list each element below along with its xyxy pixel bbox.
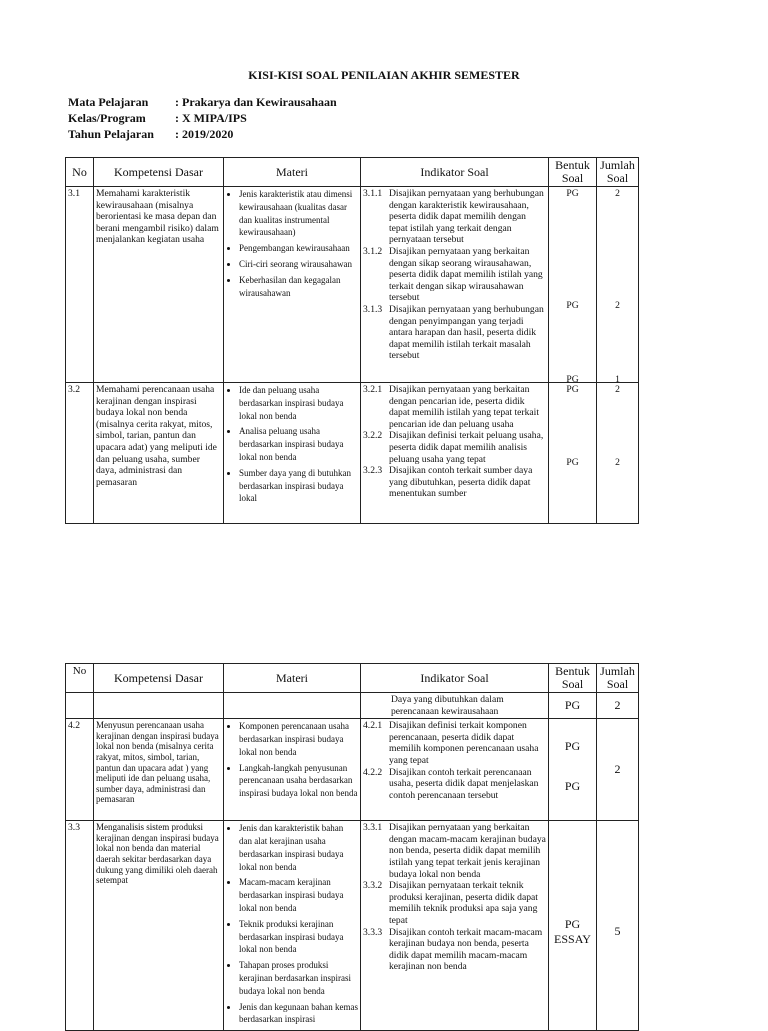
row-materi xyxy=(224,383,361,524)
indikator-text: Disajikan definisi terkait peluang usaha, peserta didik dapat memilih analisis peluang usaha yang tepat xyxy=(389,430,544,465)
indikator-number: 3.3.2 xyxy=(363,880,383,892)
materi-item: • Teknik produksi kerajinan berdasarkan inspirasi budaya lokal non benda xyxy=(239,918,358,956)
indikator-text: Disajikan contoh terkait sumber daya yang dibutuhkan, peserta didik dapat menentukan sumber xyxy=(389,465,533,500)
row-jumlah: 2 xyxy=(597,693,639,719)
materi-item: • Sumber daya yang di butuhkan berdasarkan inspirasi budaya lokal xyxy=(239,467,358,505)
meta-value: : X MIPA/IPS xyxy=(175,111,247,125)
table-row xyxy=(66,719,639,821)
indikator-text: Disajikan pernyataan terkait teknik produksi kerajinan, peserta didik dapat memilih teknik produksi apa saja yang tepat xyxy=(389,880,538,926)
materi-item: • Jenis karakteristik atau dimensi kewirausahaan (kualitas dasar dan kualitas instrumental kewirausahaan) xyxy=(239,188,358,239)
bentuk-value: ESSAY xyxy=(554,932,591,947)
row-kd: Memahami karakteristik kewirausahaan (misalnya berorientasi ke masa depan dan berani mengambil risiko) dalam menjalankan kegiatan usaha xyxy=(94,187,224,383)
header-materi: Materi xyxy=(224,158,361,187)
row-jumlah xyxy=(597,383,639,524)
meta-label: Kelas/Program xyxy=(68,111,146,125)
indikator-number: 3.1.3 xyxy=(363,303,383,315)
indikator-item xyxy=(363,384,546,430)
materi-item: • Ciri-ciri seorang wirausahawan xyxy=(239,258,358,271)
materi-item: • Komponen perencanaan usaha berdasarkan inspirasi budaya lokal non benda xyxy=(239,720,358,758)
indikator-number: 3.1.2 xyxy=(363,245,383,257)
indikator-number: 3.2.2 xyxy=(363,430,383,442)
indikator-item xyxy=(363,246,546,304)
indikator-text: Disajikan contoh terkait macam-macam kerajinan budaya non benda, peserta didik dapat memilih macam-macam kerajinan non benda xyxy=(389,926,543,973)
indikator-item xyxy=(363,304,546,362)
jumlah-value: 5 xyxy=(614,924,621,939)
kisi-table-1 xyxy=(65,157,639,524)
materi-item: • Langkah-langkah penyusunan perencanaan usaha berdasarkan inspirasi budaya lokal non benda xyxy=(239,762,358,800)
materi-item: • Jenis dan kegunaan bahan kemas berdasarkan inspirasi xyxy=(239,1001,358,1027)
indikator-text: Disajikan pernyataan yang berhubungan dengan karakteristik kewirausahaan, peserta didik dapat memilih dengan tepat istilah yang terkait dengan pernyataan tersebut xyxy=(389,188,544,246)
meta-subject xyxy=(68,94,337,110)
row-kd: Menyusun perencanaan usaha kerajinan dengan inspirasi budaya lokal non benda (misalnya cerita rakyat, mitos, simbol, tarian, pantun dan upacara adat ) yang meliputi ide dan peluang usaha, sumber daya, administrasi dan pemasaran xyxy=(94,719,224,821)
row-no: 3.1 xyxy=(66,187,94,383)
indikator-number: 3.1.1 xyxy=(363,188,383,199)
header-bentuk: Bentuk Soal xyxy=(549,664,597,693)
row-materi xyxy=(224,719,361,821)
document-meta xyxy=(68,94,337,142)
indikator-item xyxy=(363,767,546,802)
row-indikator xyxy=(361,821,549,1031)
indikator-number: 3.3.3 xyxy=(363,926,383,938)
row-no: 3.3 xyxy=(66,821,94,1031)
jumlah-value: 2 xyxy=(615,457,620,468)
header-kd: Kompetensi Dasar xyxy=(94,664,224,693)
indikator-text: Disajikan pernyataan yang berkaitan dengan sikap seorang wirausahawan, peserta didik dapat memilih istilah yang terkait dengan sikap wirausahawan tersebut xyxy=(389,245,543,304)
materi-item: • Ide dan peluang usaha berdasarkan inspirasi budaya lokal non benda xyxy=(239,384,358,422)
indikator-number: 4.2.2 xyxy=(363,766,383,778)
row-bentuk xyxy=(549,187,597,383)
meta-class xyxy=(68,110,337,126)
bentuk-value: PG xyxy=(564,739,581,754)
indikator-item xyxy=(363,720,546,766)
materi-item: • Tahapan proses produksi kerajinan berdasarkan inspirasi budaya lokal non benda xyxy=(239,959,358,997)
header-indikator: Indikator Soal xyxy=(361,664,549,693)
indikator-item xyxy=(363,188,546,246)
indikator-item xyxy=(363,465,546,500)
indikator-text: Disajikan pernyataan yang berhubungan dengan penyimpangan yang terjadi antara harapan dan hasil, peserta didik dapat memilih istilah terkait masalah tersebut xyxy=(389,303,544,362)
jumlah-value: 1 xyxy=(615,374,620,385)
header-jumlah: Jumlah Soal xyxy=(597,158,639,187)
materi-item: • Keberhasilan dan kegagalan wirausahawan xyxy=(239,274,358,300)
meta-value: : 2019/2020 xyxy=(175,127,234,141)
row-kd: Menganalisis sistem produksi kerajinan dengan inspirasi budaya lokal non benda dan material daerah sekitar berdasarkan daya dukung yang dimiliki oleh daerah setempat xyxy=(94,821,224,1031)
row-bentuk xyxy=(549,383,597,524)
row-no: 3.2 xyxy=(66,383,94,524)
meta-label: Mata Pelajaran xyxy=(68,95,149,109)
indikator-item xyxy=(363,927,546,973)
indikator-text: Disajikan pernyataan yang berkaitan dengan pencarian ide, peserta didik dapat memilih istilah yang tepat terkait pencarian ide dan peluang usaha xyxy=(389,384,539,430)
indikator-item xyxy=(363,880,546,926)
table-row xyxy=(66,187,639,383)
table-header-row xyxy=(66,664,639,693)
row-jumlah xyxy=(597,187,639,383)
table-row xyxy=(66,383,639,524)
table-header-row xyxy=(66,158,639,187)
page-title: KISI-KISI SOAL PENILAIAN AKHIR SEMESTER xyxy=(248,68,520,82)
bentuk-value: PG xyxy=(564,779,581,794)
header-indikator: Indikator Soal xyxy=(361,158,549,187)
row-materi xyxy=(224,187,361,383)
meta-label: Tahun Pelajaran xyxy=(68,127,154,141)
materi-item: • Analisa peluang usaha berdasarkan inspirasi budaya lokal non benda xyxy=(239,425,358,463)
indikator-number: 3.2.3 xyxy=(363,465,383,477)
materi-item: • Pengembangan kewirausahaan xyxy=(239,242,358,255)
materi-item: • Macam-macam kerajinan berdasarkan inspirasi budaya lokal non benda xyxy=(239,876,358,914)
indikator-item xyxy=(363,430,546,465)
indikator-text: Disajikan definisi terkait komponen perencanaan, peserta didik dapat memilih komponen perencanaan usaha yang tepat xyxy=(389,720,539,766)
bentuk-value: PG xyxy=(566,374,579,385)
header-jumlah: Jumlah Soal xyxy=(597,664,639,693)
bentuk-value: PG xyxy=(566,188,579,199)
indikator-number: 3.2.1 xyxy=(363,384,383,395)
row-materi xyxy=(224,693,361,719)
jumlah-value: 2 xyxy=(615,384,620,395)
row-bentuk xyxy=(549,719,597,821)
materi-item: • Jenis dan karakteristik bahan dan alat kerajinan usaha berdasarkan inspirasi budaya lokal non benda xyxy=(239,822,358,873)
row-bentuk xyxy=(549,821,597,1031)
row-no: 4.2 xyxy=(66,719,94,821)
kisi-table-2 xyxy=(65,663,639,1031)
jumlah-value: 2 xyxy=(615,300,620,311)
row-no xyxy=(66,693,94,719)
row-materi xyxy=(224,821,361,1031)
row-kd xyxy=(94,693,224,719)
indikator-text: Disajikan contoh terkait perencanaan usaha, peserta didik dapat menjelaskan contoh perencanaan tersebut xyxy=(389,766,539,801)
header-no: No xyxy=(66,664,94,693)
bentuk-value: PG xyxy=(564,917,581,932)
header-no: No xyxy=(66,158,94,187)
header-kd: Kompetensi Dasar xyxy=(94,158,224,187)
row-kd: Memahami perencanaan usaha kerajinan dengan inspirasi budaya lokal non benda (misalnya cerita rakyat, mitos, simbol, tarian, pantun dan upacara adat) yang meliputi ide dan peluang usaha, sumber daya, administrasi dan pemasaran xyxy=(94,383,224,524)
jumlah-value: 2 xyxy=(615,188,620,199)
table-row-continued xyxy=(66,693,639,719)
meta-year xyxy=(68,126,337,142)
indikator-number: 4.2.1 xyxy=(363,720,383,732)
indikator-item xyxy=(363,822,546,880)
indikator-number: 3.3.1 xyxy=(363,822,383,834)
meta-value: : Prakarya dan Kewirausahaan xyxy=(175,95,337,109)
row-indikator xyxy=(361,187,549,383)
bentuk-value: PG xyxy=(566,384,579,395)
indikator-text: Disajikan pernyataan yang berkaitan dengan macam-macam kerajinan budaya non benda, peserta didik dapat memilih istilah yang tepat terkait jenis kerajinan budaya lokal non benda xyxy=(389,822,546,880)
row-bentuk: PG xyxy=(549,693,597,719)
row-indikator: Daya yang dibutuhkan dalam perencanaan kewirausahaan xyxy=(361,693,549,719)
header-materi: Materi xyxy=(224,664,361,693)
table-row xyxy=(66,821,639,1031)
header-bentuk: Bentuk Soal xyxy=(549,158,597,187)
bentuk-value: PG xyxy=(566,457,579,468)
bentuk-value: PG xyxy=(566,300,579,311)
row-jumlah xyxy=(597,821,639,1031)
row-jumlah: 2 xyxy=(597,719,639,821)
row-indikator xyxy=(361,383,549,524)
row-indikator xyxy=(361,719,549,821)
